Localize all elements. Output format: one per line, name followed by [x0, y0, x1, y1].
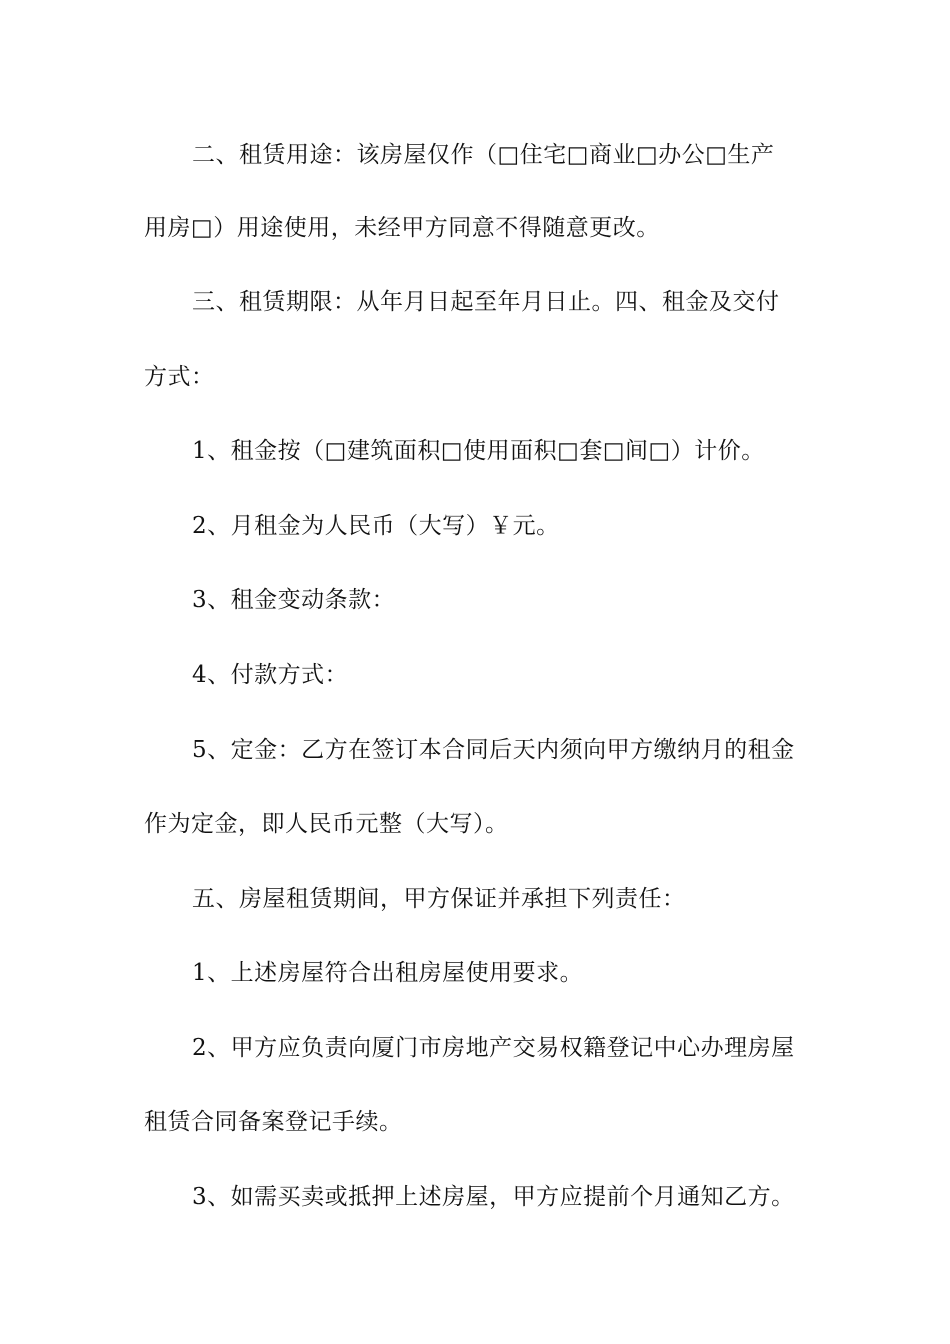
- clause-deposit-line-1: 5、定金：乙方在签订本合同后天内须向甲方缴纳月的租金: [192, 737, 795, 763]
- duty-house-requirements: 1、上述房屋符合出租房屋使用要求。: [192, 960, 584, 986]
- clause-deposit-line-2: 作为定金，即人民币元整（大写）。: [144, 811, 509, 837]
- paragraph-usage-line-1: 二、租赁用途：该房屋仅作（□住宅□商业□办公□生产: [192, 142, 775, 168]
- clause-monthly-rent: 2、月租金为人民币（大写）￥元。: [192, 513, 560, 539]
- clause-rent-basis: 1、租金按（□建筑面积□使用面积□套□间□）计价。: [192, 438, 765, 464]
- duty-registration-line-2: 租赁合同备案登记手续。: [144, 1109, 403, 1135]
- paragraph-usage-line-2: 用房□）用途使用，未经甲方同意不得随意更改。: [144, 215, 660, 241]
- clause-rent-change: 3、租金变动条款：: [192, 587, 396, 613]
- clause-payment-method: 4、付款方式：: [192, 662, 349, 688]
- section-lessor-duties: 五、房屋租赁期间，甲方保证并承担下列责任：: [192, 886, 686, 912]
- duty-registration-line-1: 2、甲方应负责向厦门市房地产交易权籍登记中心办理房屋: [192, 1035, 795, 1061]
- duty-sale-notice: 3、如需买卖或抵押上述房屋，甲方应提前个月通知乙方。: [192, 1184, 795, 1210]
- paragraph-term-line-1: 三、租赁期限：从年月日起至年月日止。四、租金及交付: [192, 289, 780, 315]
- paragraph-term-line-2: 方式：: [144, 364, 215, 390]
